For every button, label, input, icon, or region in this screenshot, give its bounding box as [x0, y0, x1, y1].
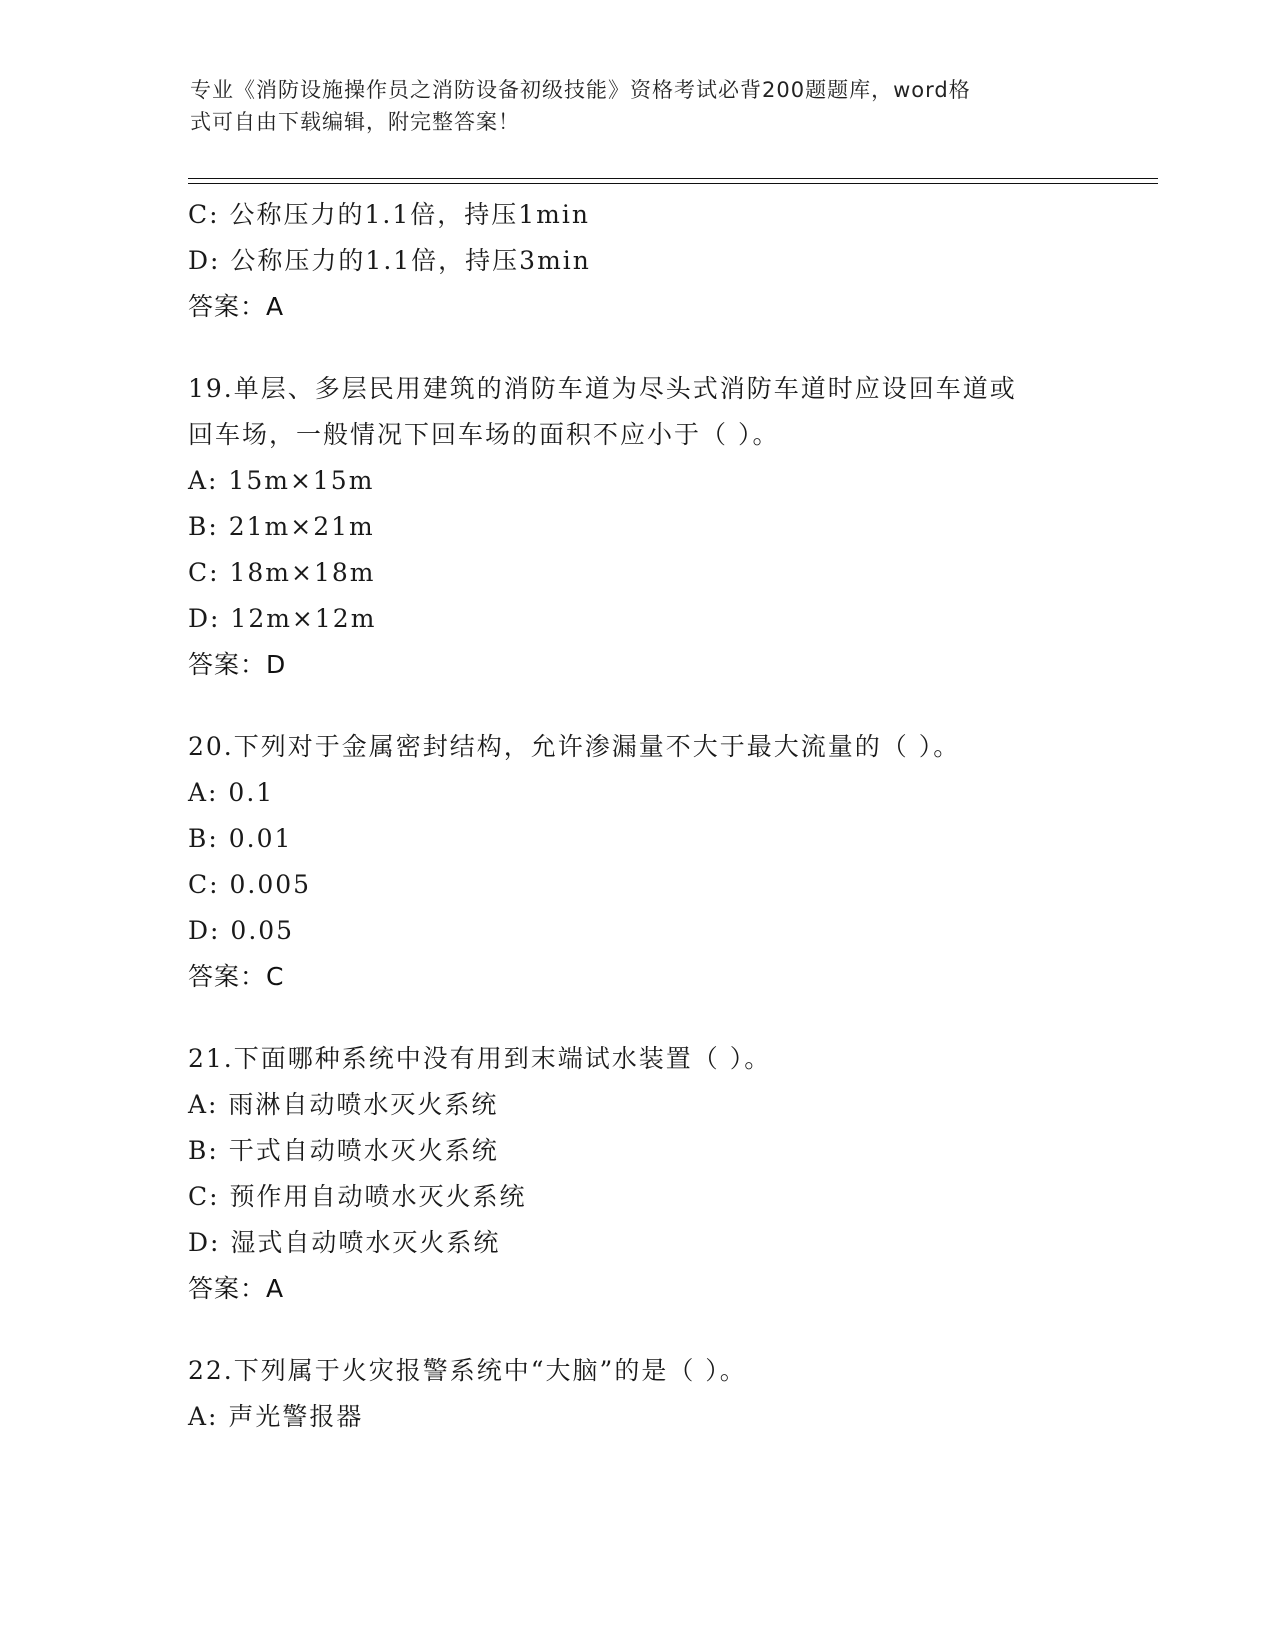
answer: 答案：A — [188, 1274, 285, 1303]
option-b: B: 0.01 — [188, 824, 293, 853]
question-stem: 19.单层、多层民用建筑的消防车道为尽头式消防车道时应设回车道或 — [188, 374, 1017, 403]
header-divider-top — [188, 178, 1158, 179]
question-22 — [188, 1348, 1148, 1440]
header-divider-bottom — [188, 183, 1158, 184]
answer: 答案：A — [188, 292, 285, 321]
question-stem: 20.下列对于金属密封结构，允许渗漏量不大于最大流量的（ ）。 — [188, 732, 961, 761]
option-a: A: 声光警报器 — [188, 1402, 364, 1431]
option-d: D: 12m×12m — [188, 604, 377, 633]
question-stem: 22.下列属于火灾报警系统中“大脑”的是（ ）。 — [188, 1356, 747, 1385]
question-18-tail — [188, 192, 1148, 330]
answer: 答案：C — [188, 962, 285, 991]
option-d: D: 湿式自动喷水灭火系统 — [188, 1228, 501, 1257]
question-21 — [188, 1036, 1148, 1312]
answer: 答案：D — [188, 650, 287, 679]
option-b: B: 干式自动喷水灭火系统 — [188, 1136, 499, 1165]
question-stem-continued: 回车场，一般情况下回车场的面积不应小于（ ）。 — [188, 420, 780, 449]
document-header — [190, 74, 1090, 138]
option-c: C: 18m×18m — [188, 558, 376, 587]
header-line-1: 专业《消防设施操作员之消防设备初级技能》资格考试必背200题题库，word格 — [190, 78, 971, 102]
option-c: C: 0.005 — [188, 870, 312, 899]
option-c: C: 预作用自动喷水灭火系统 — [188, 1182, 527, 1211]
option-a: A: 15m×15m — [188, 466, 375, 495]
option-d: D: 公称压力的1.1倍，持压3min — [188, 246, 591, 275]
header-line-2: 式可自由下载编辑，附完整答案！ — [190, 110, 520, 134]
question-list — [188, 192, 1148, 1440]
question-stem: 21.下面哪种系统中没有用到末端试水装置（ ）。 — [188, 1044, 772, 1073]
question-19 — [188, 366, 1148, 688]
question-20 — [188, 724, 1148, 1000]
option-b: B: 21m×21m — [188, 512, 375, 541]
option-c: C: 公称压力的1.1倍，持压1min — [188, 200, 590, 229]
option-d: D: 0.05 — [188, 916, 295, 945]
option-a: A: 雨淋自动喷水灭火系统 — [188, 1090, 499, 1119]
option-a: A: 0.1 — [188, 778, 275, 807]
